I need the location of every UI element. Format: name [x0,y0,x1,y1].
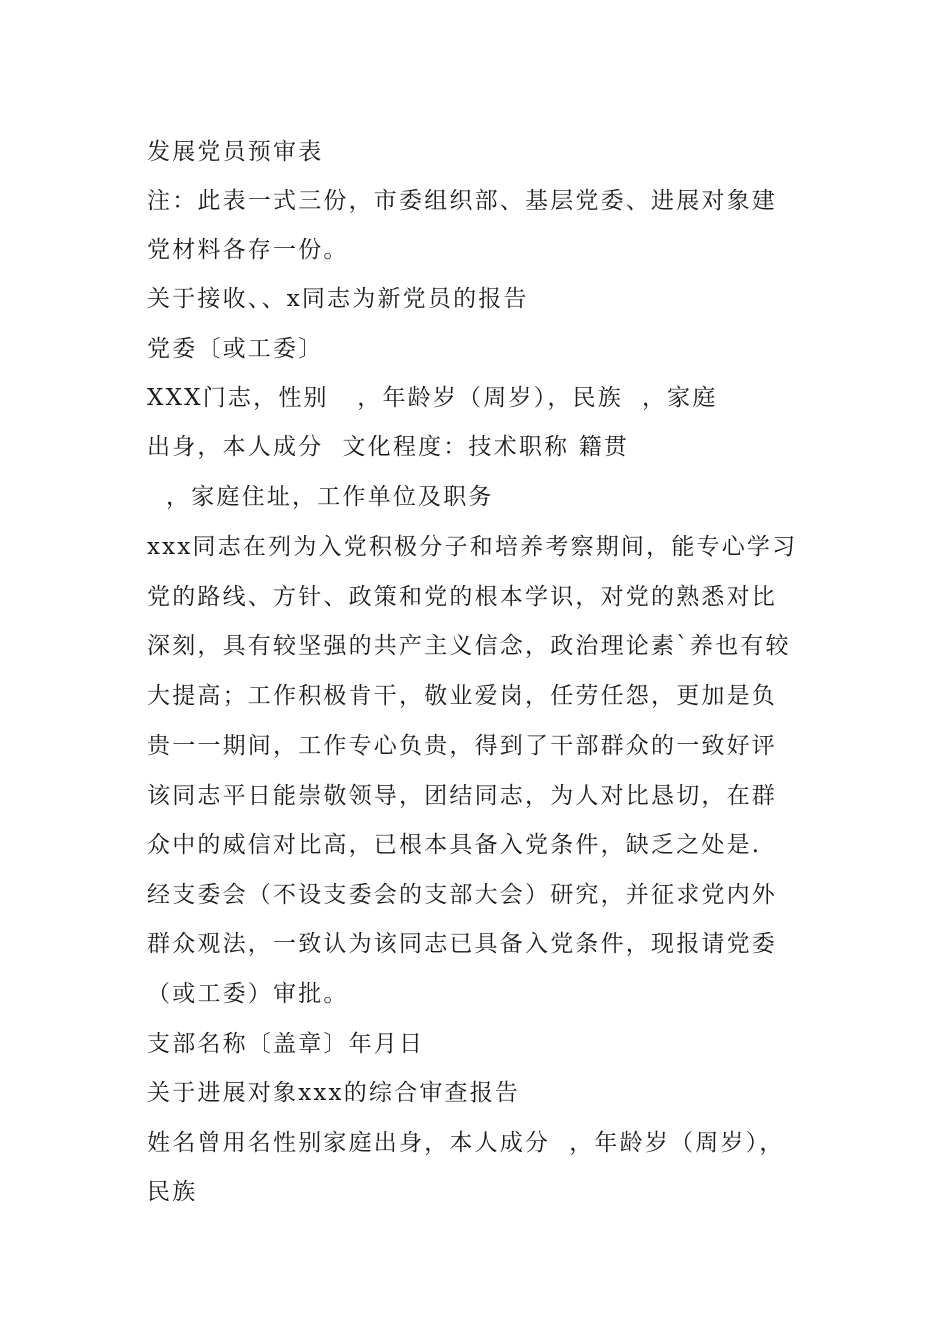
body-line: xxx同志在列为入党积极分子和培养考察期间，能专心学习 [147,534,798,560]
body-line: 该同志平日能崇敬领导，团结同志，为人对比恳切，在群 [147,783,777,809]
body-line: 群众观法，一致认为该同志已具备入党条件，现报请党委 [147,931,777,957]
body-line: XXX门志，性别 ，年龄岁（周岁），民族 ，家庭 [147,385,718,411]
doc-title: 发展党员预审表 [147,139,324,165]
signature-line: 支部名称〔盖章〕年月日 [147,1031,425,1057]
body-line: 党的路线、方针、政策和党的根本学识，对党的熟悉对比 [147,584,777,610]
body-line: 众中的威信对比高，已根本具备入党条件，缺乏之处是. [147,832,762,858]
body-line: 深刻，具有较坚强的共产主义信念，政治理论素`养也有较 [147,633,791,659]
section-title: 关于进展对象xxx的综合审查报告 [147,1080,521,1106]
body-line: 出身，本人成分 文化程度：技术职称 籍贯 [147,434,630,460]
addressee-line: 党委〔或工委〕 [147,336,324,362]
body-line: 贵一一期间，工作专心负贵，得到了干部群众的一致好评 [147,733,777,759]
body-line: 大提高；工作积极肯干，敬业爱岗，任劳任怨，更加是负 [147,683,777,709]
body-line: （或工委）审批。 [147,981,349,1007]
note-line: 注：此表一式三份，市委组织部、基层党委、进展对象建 [147,188,777,214]
body-line: 经支委会（不设支委会的支部大会）研究，并征求党内外 [147,882,777,908]
body-line: 姓名曾用名性别家庭出身，本人成分 ，年龄岁（周岁）， [147,1130,785,1156]
note-line-continued: 党材料各存一份。 [147,237,349,263]
report-title: 关于接收、、x同志为新党员的报告 [147,286,529,312]
body-line: 民族 [147,1179,198,1205]
body-line: ，家庭住址，工作单位及职务 [147,484,494,510]
